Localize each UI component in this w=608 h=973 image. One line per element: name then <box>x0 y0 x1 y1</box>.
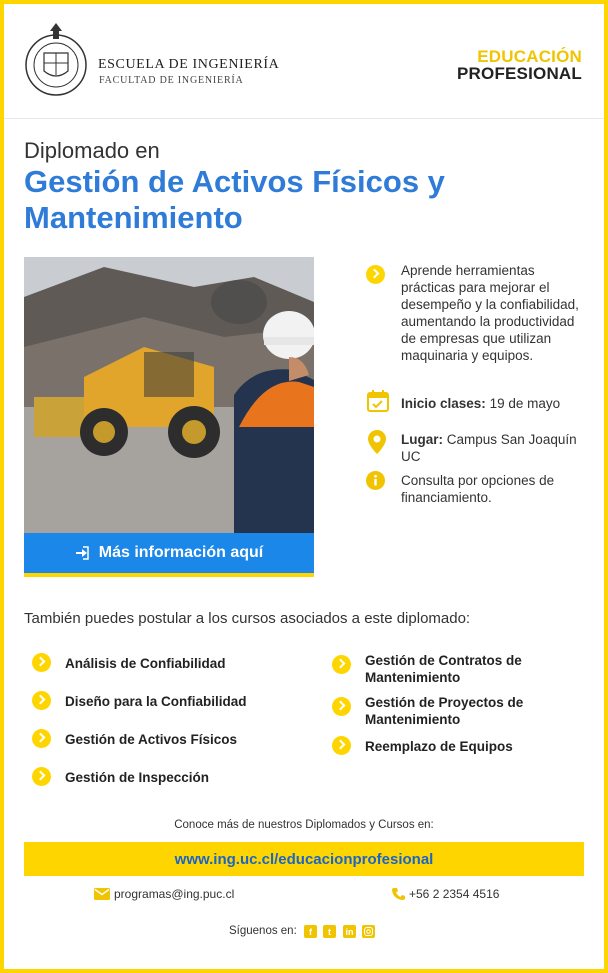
phone-icon <box>392 888 405 901</box>
linkedin-icon[interactable]: in <box>343 925 356 938</box>
instagram-glyph <box>364 927 373 936</box>
phone-contact[interactable] <box>392 887 499 901</box>
start-value: 19 de mayo <box>489 396 561 411</box>
chevron-bullet-icon <box>32 767 51 786</box>
email-contact[interactable] <box>94 887 234 901</box>
footer-note: Conoce más de nuestros Diplomados y Cursos en: <box>174 819 434 831</box>
chevron-bullet-icon <box>366 265 385 284</box>
chevron-bullet-icon <box>332 736 351 755</box>
login-arrow-icon <box>75 546 89 560</box>
chevron-bullet-icon <box>32 653 51 672</box>
faculty-name: FACULTAD DE INGENIERÍA <box>99 75 244 86</box>
chevron-bullet-icon <box>332 655 351 674</box>
info-icon <box>366 471 385 490</box>
header-divider <box>4 118 604 119</box>
location-pin-icon <box>368 430 386 454</box>
course-item[interactable]: Gestión de Inspección <box>32 767 292 791</box>
instagram-icon[interactable] <box>362 925 375 938</box>
twitter-icon[interactable]: t <box>323 925 336 938</box>
courses-intro: También puedes postular a los cursos asociados a este diplomado: <box>24 610 471 627</box>
more-info-button[interactable] <box>24 533 314 577</box>
school-name: ESCUELA DE INGENIERÍA <box>98 57 280 72</box>
info-location <box>366 428 586 468</box>
course-item[interactable]: Gestión de Contratos de Mantenimiento <box>332 653 582 689</box>
more-info-label: Más información aquí <box>98 544 264 561</box>
brand-line-2: PROFESIONAL <box>457 64 582 83</box>
chevron-bullet-icon <box>32 729 51 748</box>
chevron-bullet-icon <box>32 691 51 710</box>
start-label: Inicio clases: <box>401 396 486 411</box>
envelope-icon <box>94 888 110 900</box>
mining-loader-photo <box>24 257 314 535</box>
calendar-icon <box>366 389 390 413</box>
place-value: Campus San Joaquín UC <box>401 432 577 464</box>
program-title: Gestión de Activos Físicos y Mantenimiento <box>24 164 445 235</box>
website-link[interactable]: www.ing.uc.cl/educacionprofesional <box>24 842 584 876</box>
social-label: Síguenos en: <box>229 925 297 937</box>
course-item[interactable]: Análisis de Confiabilidad <box>32 653 292 677</box>
program-pretitle: Diplomado en <box>24 138 160 163</box>
course-item[interactable]: Gestión de Activos Físicos <box>32 729 292 753</box>
info-financing: Consulta por opciones de financiamiento. <box>366 469 586 509</box>
course-item[interactable]: Reemplazo de Equipos <box>332 736 582 760</box>
email-address: programas@ing.puc.cl <box>114 887 235 901</box>
uc-seal-logo <box>24 19 88 103</box>
info-description: Aprende herramientas prácticas para mejorar el desempeño y la confiabilidad, aumentando la productividad de empresas que utilizan maquinaria y equipos. <box>366 262 586 384</box>
place-label: Lugar: <box>401 432 443 447</box>
info-start-date <box>366 392 586 422</box>
course-item[interactable]: Diseño para la Confiabilidad <box>32 691 292 715</box>
facebook-icon[interactable]: f <box>304 925 317 938</box>
chevron-bullet-icon <box>332 697 351 716</box>
email-body <box>4 4 604 969</box>
brand-line-1: EDUCACIÓN <box>477 47 582 66</box>
course-item[interactable]: Gestión de Proyectos de Mantenimiento <box>332 695 582 731</box>
phone-number: +56 2 2354 4516 <box>409 887 500 901</box>
